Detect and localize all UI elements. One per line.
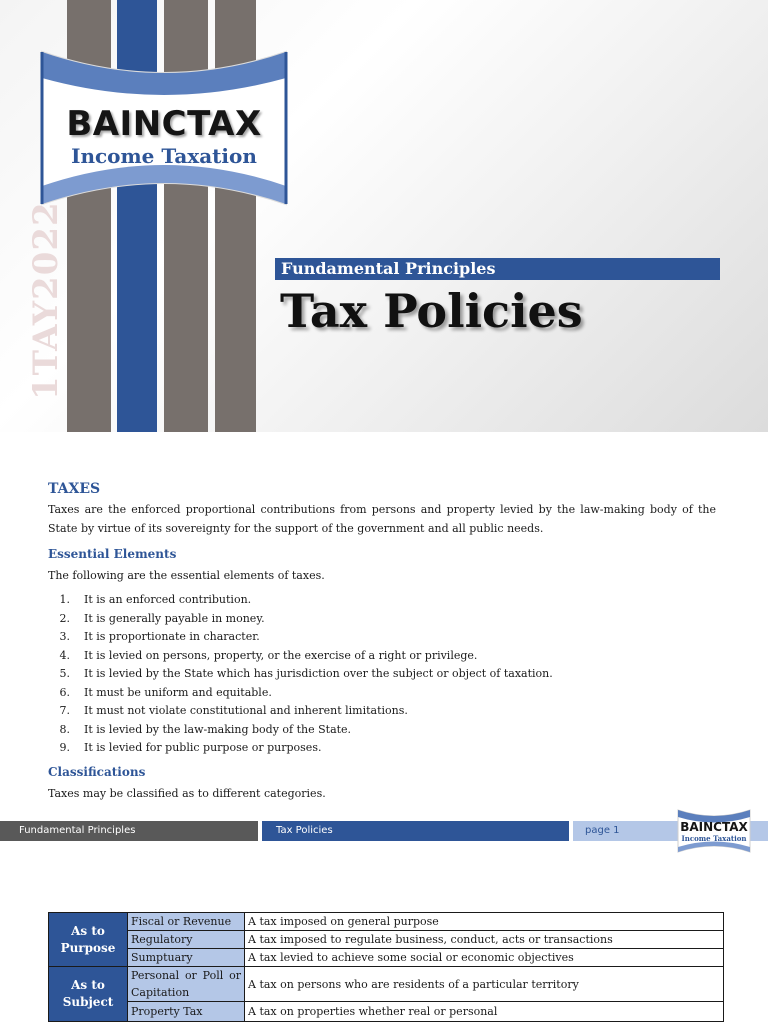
- list-item: [48, 739, 716, 758]
- list-number: 7.: [59, 704, 70, 717]
- list-item: [48, 591, 716, 610]
- table-category: Regulatory: [128, 931, 245, 949]
- list-item: [48, 702, 716, 721]
- list-text: It is levied by the law-making body of the State.: [84, 722, 352, 736]
- list-text: It is proportionate in character.: [84, 630, 260, 643]
- list-number: 4.: [59, 648, 70, 662]
- list-number: 2.: [59, 611, 70, 625]
- table-group-subject: As to Subject: [49, 967, 128, 1022]
- list-item: [48, 610, 716, 629]
- footer-logo-title: BAINCTAX: [680, 820, 748, 834]
- bainctax-logo: [36, 38, 292, 218]
- classifications-heading: Classifications: [48, 764, 146, 779]
- list-number: 6.: [59, 685, 70, 699]
- list-item: [48, 684, 716, 703]
- footer-topic: Tax Policies: [262, 821, 569, 841]
- document-body: [48, 478, 716, 803]
- table-category: Sumptuary: [128, 949, 245, 967]
- table-description: A tax imposed on general purpose: [245, 913, 724, 931]
- list-number: 1.: [59, 593, 70, 606]
- footer-logo: [676, 806, 752, 856]
- list-number: 8.: [59, 722, 70, 736]
- classifications-intro: Taxes may be classified as to different categories.: [48, 786, 326, 800]
- table-description: A tax imposed to regulate business, conduct, acts or transactions: [245, 931, 724, 949]
- logo-subtitle: Income Taxation: [71, 144, 257, 168]
- classification-table: [48, 912, 724, 1022]
- list-number: 9.: [59, 741, 70, 754]
- table-description: A tax on properties whether real or personal: [245, 1002, 724, 1022]
- list-text: It is generally payable in money.: [84, 611, 265, 625]
- logo-title: BAINCTAX: [66, 104, 262, 144]
- section-heading-taxes: TAXES: [48, 481, 101, 497]
- footer-page-number: page 1: [573, 821, 768, 841]
- cover-section-band: Fundamental Principles: [275, 258, 720, 280]
- essential-elements-heading: Essential Elements: [48, 547, 177, 561]
- table-row: [49, 1002, 724, 1022]
- list-text: It is levied by the State which has jurisdiction over the subject or object of taxation.: [84, 667, 553, 680]
- list-item: [48, 647, 716, 666]
- table-category: Fiscal or Revenue: [128, 913, 245, 931]
- table-row: [49, 913, 724, 931]
- cover-title: Tax Policies: [280, 284, 583, 338]
- footer-logo-subtitle: Income Taxation: [681, 834, 747, 843]
- cover-watermark: 1TAY2022: [26, 201, 66, 400]
- list-item: [48, 665, 716, 684]
- taxes-definition: Taxes are the enforced proportional contributions from persons and property levied by the law-making body of the State by virtue of its sovereignty for the support of the government and all public needs.: [48, 503, 716, 535]
- table-category: Personal or Poll or Capitation: [128, 967, 245, 1002]
- cover-banner: [0, 0, 768, 432]
- essential-elements-intro: The following are the essential elements of taxes.: [48, 569, 325, 582]
- list-text: It must not violate constitutional and inherent limitations.: [84, 704, 408, 717]
- list-text: It must be uniform and equitable.: [84, 685, 272, 699]
- table-row: [49, 949, 724, 967]
- list-text: It is an enforced contribution.: [84, 593, 252, 606]
- table-description: A tax on persons who are residents of a particular territory: [245, 967, 724, 1002]
- table-row: [49, 931, 724, 949]
- list-text: It is levied for public purpose or purposes.: [84, 741, 322, 754]
- list-item: [48, 721, 716, 740]
- list-item: [48, 628, 716, 647]
- list-number: 3.: [59, 630, 70, 643]
- table-group-purpose: As to Purpose: [49, 913, 128, 967]
- page-footer: [0, 821, 768, 841]
- list-text: It is levied on persons, property, or the exercise of a right or privilege.: [84, 648, 478, 662]
- table-row: [49, 967, 724, 1002]
- table-category: Property Tax: [128, 1002, 245, 1022]
- list-number: 5.: [59, 667, 70, 680]
- footer-chapter: Fundamental Principles: [0, 821, 258, 841]
- table-description: A tax levied to achieve some social or economic objectives: [245, 949, 724, 967]
- essential-elements-list: [48, 591, 716, 758]
